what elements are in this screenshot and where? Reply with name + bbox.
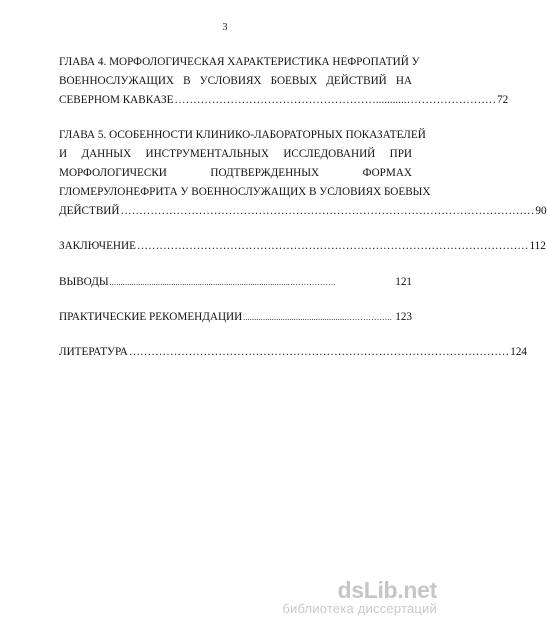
watermark-tagline: библиотека диссертаций — [282, 601, 437, 616]
toc-findings[interactable] — [59, 272, 412, 292]
toc-literature-page: 124 — [510, 346, 527, 358]
toc-recommendations[interactable] — [59, 307, 412, 327]
toc-chapter-5-last-line[interactable] — [59, 201, 547, 221]
toc-findings-page: 121 — [395, 276, 412, 288]
toc-chapter-5-line-2: И ДАННЫХ ИНСТРУМЕНТАЛЬНЫХ ИССЛЕДОВАНИЙ ПРИ — [59, 148, 412, 160]
toc-chapter-5-line-1: ГЛАВА 5. ОСОБЕННОСТИ КЛИНИКО-ЛАБОРАТОРНЫХ ПОКАЗАТЕЛЕЙ — [59, 129, 426, 141]
toc-conclusion-page: 112 — [529, 240, 546, 252]
toc-chapter-4-leader: ………………………………………………...........…………………… — [174, 94, 497, 106]
toc-findings-title: ВЫВОДЫ — [59, 276, 109, 288]
toc-recommendations-title: ПРАКТИЧЕСКИЕ РЕКОМЕНДАЦИИ — [59, 311, 243, 323]
toc-chapter-4-title-end: СЕВЕРНОМ КАВКАЗЕ — [59, 94, 174, 106]
toc-recommendations-page: 123 — [395, 311, 412, 323]
toc-chapter-5-page: 90 — [535, 205, 547, 217]
toc-chapter-4-last-line[interactable] — [59, 90, 509, 110]
toc-conclusion-title: ЗАКЛЮЧЕНИЕ — [59, 240, 136, 252]
toc-literature[interactable] — [59, 342, 527, 362]
toc-chapter-5-line-3: МОРФОЛОГИЧЕСКИ ПОДТВЕРЖДЕННЫХ ФОРМАХ — [59, 167, 412, 179]
page-number: 3 — [222, 22, 228, 33]
toc-chapter-5-title-end: ДЕЙСТВИЙ — [59, 205, 120, 217]
toc-recommendations-leader: ...............................................…………….. — [243, 313, 393, 322]
toc-conclusion[interactable] — [59, 236, 546, 256]
watermark-brand: dsLib.net — [337, 577, 437, 603]
toc-chapter-5-line-4: ГЛОМЕРУЛОНЕФРИТА У ВОЕННОСЛУЖАЩИХ В УСЛОВИЯХ БОЕВЫХ — [59, 186, 431, 198]
toc-chapter-4-page: 72 — [497, 94, 509, 106]
watermark — [247, 579, 437, 615]
toc-conclusion-leader: …………………………………………………………………………………………… — [136, 240, 529, 252]
toc-chapter-4-line-2: ВОЕННОСЛУЖАЩИХ В УСЛОВИЯХ БОЕВЫХ ДЕЙСТВИЙ НА — [59, 75, 412, 87]
toc-findings-leader: ..................................................................................…………….. — [109, 278, 336, 287]
toc-literature-title: ЛИТЕРАТУРА — [59, 346, 128, 358]
toc-chapter-4-line-1: ГЛАВА 4. МОРФОЛОГИЧЕСКАЯ ХАРАКТЕРИСТИКА НЕФРОПАТИЙ У — [59, 56, 420, 68]
toc-chapter-5-leader: ………………………………………………………………………………………………… — [120, 205, 535, 217]
toc-literature-leader: ………………………………………………………………………………………… — [128, 346, 510, 358]
